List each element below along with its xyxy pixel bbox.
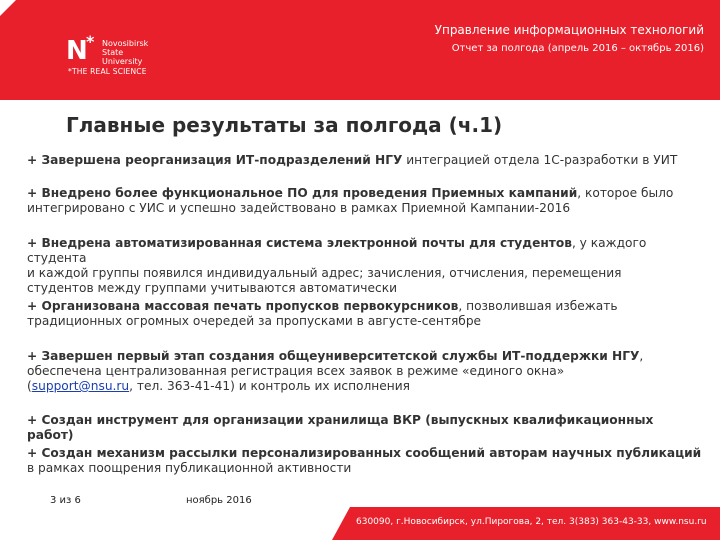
item-heading: + Создан инструмент для организации хранилища ВКР (выпускных квалификационных работ) (27, 413, 654, 442)
item-text: , у каждого студента (27, 236, 647, 265)
slide-title: Главные результаты за полгода (ч.1) (66, 113, 503, 137)
result-item (27, 446, 703, 476)
item-text: , позволившая избежать (458, 299, 618, 313)
item-text: , тел. 363-41-41) и контроль их исполнения (129, 379, 410, 393)
logo-word: University (102, 57, 143, 66)
item-text: традиционных огромных очередей за пропусками в августе-сентябре (27, 314, 482, 328)
item-text: интеграцией отдела 1С-разработки в УИТ (402, 153, 678, 167)
item-heading: + Организована массовая печать пропусков первокурсников (27, 299, 459, 313)
header-band (0, 0, 720, 100)
result-item (27, 186, 703, 216)
department-name: Управление информационных технологий (434, 23, 704, 37)
item-heading: + Создан механизм рассылки персонализированных сообщений авторам научных публикаций (27, 446, 702, 460)
footer-band (350, 507, 720, 540)
result-item (27, 236, 703, 296)
item-heading: + Завершена реорганизация ИТ-подразделений НГУ (27, 153, 403, 167)
support-email-link[interactable]: support@nsu.ru (31, 379, 130, 393)
result-item (27, 299, 703, 329)
logo-mark: N (66, 36, 88, 66)
logo-star-icon: * (86, 32, 95, 51)
item-text: студентов между группами учитываются автоматически (27, 281, 397, 295)
item-text: , (639, 349, 644, 363)
item-text: ( (27, 379, 32, 393)
item-text: обеспечена централизованная регистрация всех заявок в режиме «единого окна» (27, 364, 565, 378)
item-heading: + Внедрено более функциональное ПО для проведения Приемных кампаний (27, 186, 578, 200)
nsu-logo (66, 32, 196, 90)
corner-notch (0, 0, 16, 16)
report-period: Отчет за полгода (апрель 2016 – октябрь 2016) (451, 43, 704, 54)
item-heading: + Внедрена автоматизированная система электронной почты для студентов (27, 236, 572, 250)
item-text: в рамках поощрения публикационной активности (27, 461, 352, 475)
logo-word: State (102, 48, 124, 57)
logo-words (102, 39, 148, 66)
item-text: и каждой группы появился индивидуальный адрес; зачисления, отчисления, перемещения (27, 266, 622, 280)
page-number: 3 из 6 (50, 495, 81, 506)
footer-address: 630090, г.Новосибирск, ул.Пирогова, 2, тел. 3(383) 363-43-33, www.nsu.ru (356, 517, 707, 527)
result-item (27, 413, 703, 443)
item-text: интегрировано с УИС и успешно задействовано в рамках Приемной Кампании-2016 (27, 201, 571, 215)
logo-word: Novosibirsk (102, 39, 149, 48)
item-heading: + Завершен первый этап создания общеуниверситетской службы ИТ-поддержки НГУ (27, 349, 640, 363)
result-item (27, 153, 703, 168)
item-text: , которое было (577, 186, 674, 200)
logo-tagline: *THE REAL SCIENCE (68, 67, 147, 76)
result-item (27, 349, 703, 394)
slide-date: ноябрь 2016 (186, 495, 252, 506)
